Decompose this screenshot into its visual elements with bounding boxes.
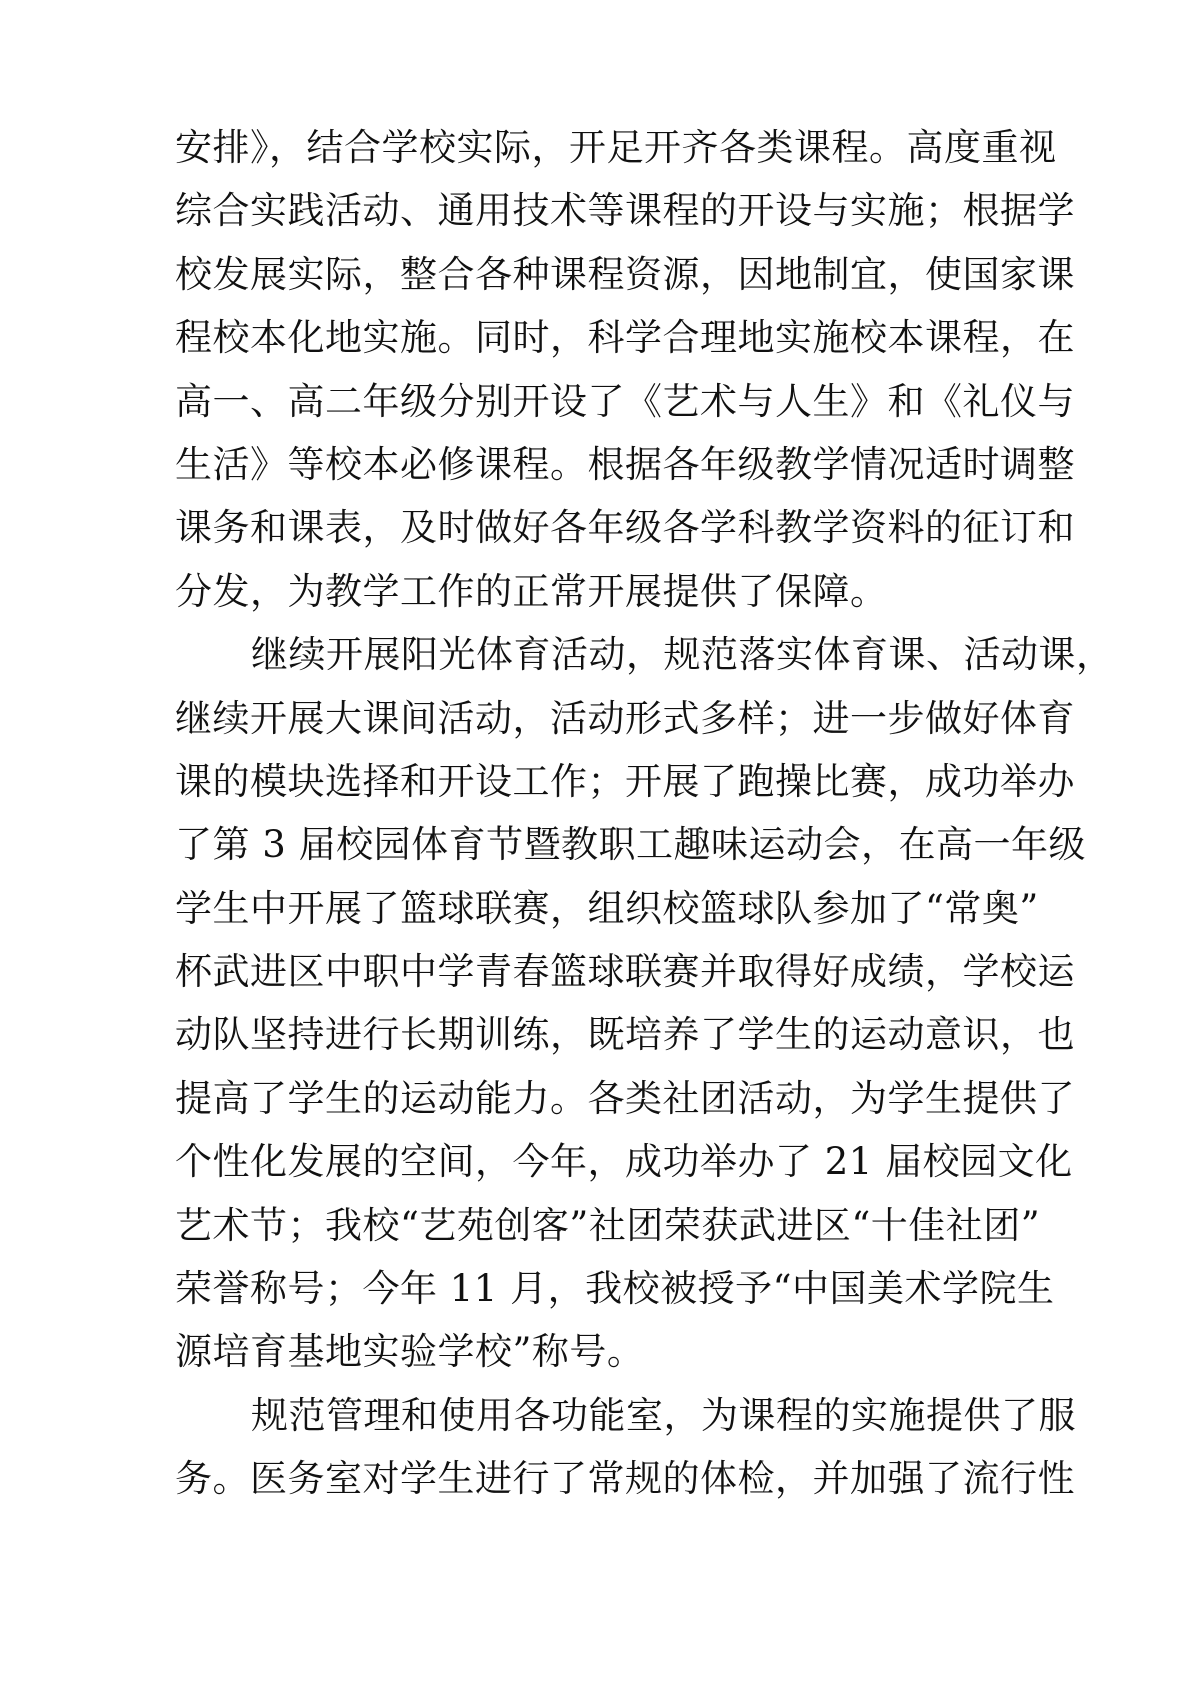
text-line: 荣誉称号；今年 11 月，我校被授予“中国美术学院生 (175, 1267, 1055, 1311)
text-line: 校发展实际，整合各种课程资源，因地制宜，使国家课 (175, 252, 1075, 296)
text-line: 高一、高二年级分别开设了《艺术与人生》和《礼仪与 (175, 379, 1075, 423)
text-line: 生活》等校本必修课程。根据各年级教学情况适时调整 (175, 442, 1075, 486)
text-line: 安排》，结合学校实际，开足开齐各类课程。高度重视 (175, 126, 1057, 169)
text-line: 了第 3 届校园体育节暨教职工趣味运动会，在高一年级 (175, 823, 1087, 867)
text-line: 继续开展大课间活动，活动形式多样；进一步做好体育 (175, 696, 1075, 740)
text-line: 综合实践活动、通用技术等课程的开设与实施；根据学 (175, 189, 1075, 233)
text-line: 艺术节；我校“艺苑创客”社团荣获武进区“十佳社团” (175, 1203, 1041, 1247)
text-line: 课的模块选择和开设工作；开展了跑操比赛，成功举办 (175, 759, 1075, 803)
text-line: 学生中开展了篮球联赛，组织校篮球队参加了“常奥” (175, 886, 1039, 930)
text-line: 程校本化地实施。同时，科学合理地实施校本课程，在 (175, 316, 1075, 360)
text-line: 动队坚持进行长期训练，既培养了学生的运动意识，也 (175, 1013, 1075, 1057)
text-line: 课务和课表，及时做好各年级各学科教学资料的征订和 (175, 506, 1075, 550)
text-line: 提高了学生的运动能力。各类社团活动，为学生提供了 (175, 1076, 1075, 1120)
text-line: 务。医务室对学生进行了常规的体检，并加强了流行性 (175, 1457, 1075, 1501)
text-line: 分发，为教学工作的正常开展提供了保障。 (175, 569, 888, 613)
body-text (175, 116, 1114, 1511)
text-line: 源培育基地实验学校”称号。 (175, 1330, 645, 1374)
paragraph-start-line: 继续开展阳光体育活动，规范落实体育课、活动课， (251, 633, 1114, 677)
text-line: 杯武进区中职中学青春篮球联赛并取得好成绩，学校运 (175, 950, 1075, 994)
paragraph-start-line: 规范管理和使用各功能室，为课程的实施提供了服 (251, 1393, 1076, 1437)
text-line: 个性化发展的空间，今年，成功举办了 21 届校园文化 (175, 1140, 1073, 1184)
